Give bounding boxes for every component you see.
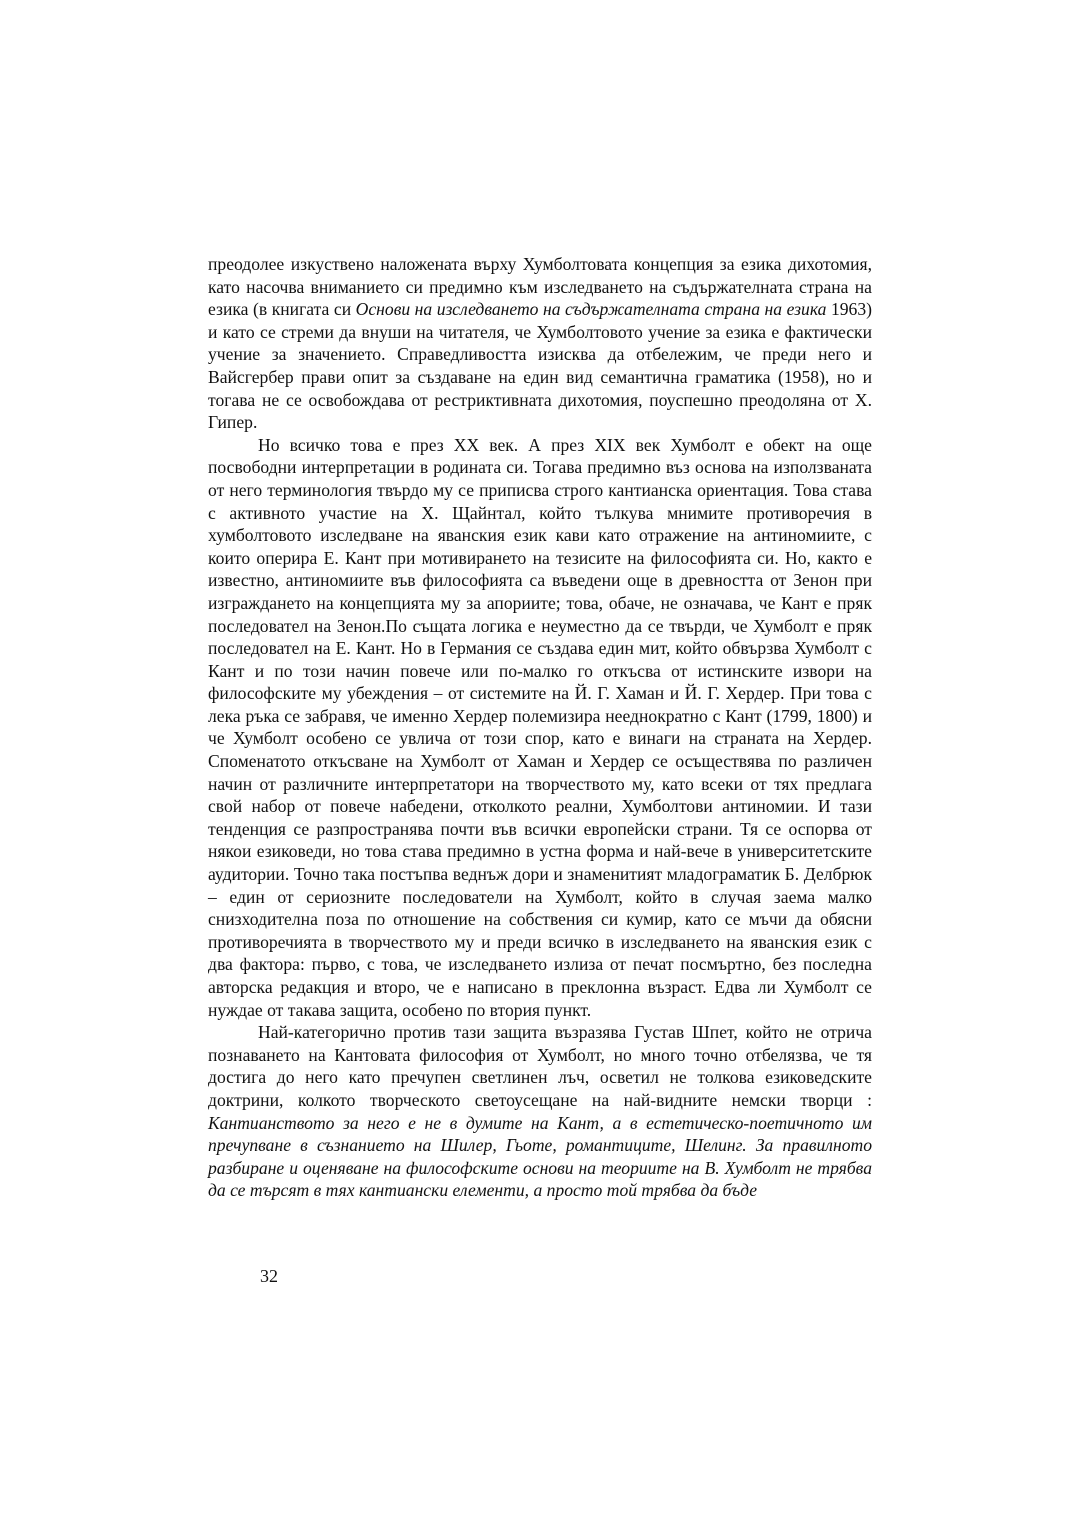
quotation-italic: Кантианството за него е не в думите на Кант, а в естетическо-поетичното им пречупване в съзнанието на Шилер, Гьоте, романтиците, Шелинг. За правилното разбиране и оценяване на философските основи на теориите на В. Хумболт не трябва да се търсят в тях кантиански елементи, а просто той трябва да бъде	[208, 1112, 872, 1201]
paragraph-2: Но всичко това е през ХХ век. А през ХІХ век Хумболт е обект на още посвободни интерпретации в родината си. Тогава предимно въз основа на използваната от него терминология твърдо му се приписва строго кантианска ориентация. Това става с активното участие на Х. Щайнтал, който тълкува мнимите противоречия в хумболтовото изследване на яванския език кави като отражение на антиномиите, с които оперира Е. Кант при мотивирането на тезисите на философията си. Но, както е известно, антиномиите във философията са въведени още в древността от Зенон при изграждането на концепцията му за апориите; това, обаче, не означава, че Кант е пряк последовател на Зенон.По същата логика е неуместно да се твърди, че Хумболт е пряк последовател на Е. Кант. Но в Германия се създава един мит, който обвързва Хумболт с Кант и по този начин повече или по-малко го откъсва от истинските извори на философските му убеждения – от системите на Й. Г. Хаман и Й. Г. Хердер. При това с лека ръка се забравя, че именно Хердер полемизира нееднократно с Кант (1799, 1800) и че Хумболт особено се увлича от този спор, като е винаги на страната на Хердер. Споменатото откъсване на Хумболт от Хаман и Хердер се осъществява по различен начин от различните интерпретатори на творчеството му, като всеки от тях предлага свой набор от повече набедени, отколкото реални, Хумболтови антиномии. И тази тенденция се разпространява почти във всички европейски страни. Тя се оспорва от някои езиковеди, но това става предимно в устна форма и най-вече в университетските аудитории. Точно така постъпва веднъж дори и знаменитият младограматик Б. Делбрюк – един от сериозните последователи на Хумболт, който в случая заема малко снизходителна поза по отношение на собствения си кумир, като се мъчи да обясни противоречията в творчеството му и преди всичко в изследването на яванския език с два фактора: първо, с това, че изследването излиза от печат посмъртно, без последна авторска редакция и второ, че е написано в преклонна възраст. Едва ли Хумболт се нуждае от такава защита, особено по втория пункт.	[208, 434, 872, 1020]
paragraph-3	[208, 1021, 872, 1202]
body-text	[208, 253, 872, 1202]
paragraph-1-text-b: 1963) и като се стреми да внуши на читателя, че Хумболтовото учение за езика е фактически учение за значението. Справедливостта изисква да отбележим, че преди него и Вайсгербер прави опит за създаване на един вид семантична граматика (1958), но и тогава не се освобождава от рестриктивната дихотомия, поуспешно преодоляна от Х. Гипер.	[208, 299, 872, 433]
paragraph-1-text-a: преодолее изкуствено наложената върху Хумболтовата концепция за езика дихотомия, като насочва вниманието си предимно към изследването на съдържателната страна на езика (в книгата си	[208, 254, 872, 320]
paragraph-3-text-a: Най-категорично против тази защита възразява Густав Шпет, който не отрича познаването на Кантовата философия от Хумболт, но много точно отбелязва, че тя достига до него като пречупен светлинен лъч, осветил не толкова езиковедските доктрини, колкото творческото светоусещане на най-видните немски творци :	[208, 1022, 872, 1110]
page-number: 32	[260, 1266, 278, 1286]
paragraph-1	[208, 253, 872, 434]
book-title-italic: Основи на изследването на съдържателната страна на езика	[355, 299, 827, 320]
